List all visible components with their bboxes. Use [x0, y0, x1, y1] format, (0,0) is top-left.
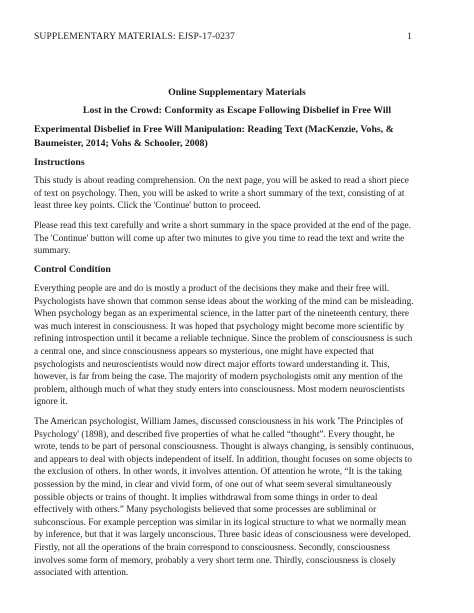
running-header	[34, 31, 412, 45]
control-heading: Control Condition	[34, 264, 111, 275]
instructions-paragraph-1: This study is about reading comprehension. On the next page, you will be asked to read a short piece of text on psychology. Then, you will be asked to write a short summary of the text, consisting of at least three key points. Click the 'Continue' button to proceed.	[34, 176, 409, 212]
control-paragraph-1: Everything people are and do is mostly a product of the decisions they make and their free will. Psychologists have shown that common sense ideas about the working of the mind can be misleading. When psychology began as an experimental science, in the latter part of the nineteenth century, there was much interest in consciousness. It was hoped that psychology might become more scientific by refining introspection until it became a reliable technique. Since the problem of consciousness is such a central one, and since consciousness appears so mysterious, one might have expected that psychologists and neuroscientists would now direct major efforts toward understanding it. This, however, is far from being the case. The majority of modern psychologists omit any mention of the problem, although much of what they study enters into consciousness. Most modern neuroscientists ignore it.	[34, 284, 414, 408]
instructions-paragraph-2: Please read this text carefully and write a short summary in the space provided at the end of the page. The 'Continue' button will come up after two minutes to give you time to read the text and write the summary.	[34, 221, 411, 257]
document-subtitle: Lost in the Crowd: Conformity as Escape Following Disbelief in Free Will	[82, 105, 392, 116]
page-number: 1	[407, 31, 412, 42]
instructions-heading: Instructions	[34, 157, 85, 168]
control-paragraph-2: The American psychologist, William James, discussed consciousness in his work 'The Principles of Psychology' (1898), and described five properties of what he called “thought”. Every thought, he wrote, tends to be part of personal consciousness. Thought is always changing, is sensibly continuous, and appears to deal with objects independent of itself. In addition, thought focuses on some objects to the exclusion of others. In other words, it involves attention. Of attention he wrote, “It is the taking possession by the mind, in clear and vivid form, of one out of what seem several simultaneously possible objects or trains of thought. It implies withdrawal from some things in order to deal effectively with others.” Many psychologists believed that some processes are subliminal or subconscious. For example perception was similar in its logical structure to what we normally mean by inference, but that it was largely unconscious. Three basic ideas of consciousness were developed. Firstly, not all the operations of the brain correspond to consciousness. Secondly, consciousness involves some form of memory, probably a very short term one. Thirdly, consciousness is closely associated with attention.	[34, 417, 414, 579]
document-title: Online Supplementary Materials	[168, 87, 306, 98]
section-heading: Experimental Disbelief in Free Will Manipulation: Reading Text (MacKenzie, Vohs, & Baumeister, 2014; Vohs & Schooler, 2008)	[34, 124, 394, 149]
running-title: SUPPLEMENTARY MATERIALS: EJSP-17-0237	[34, 31, 235, 42]
